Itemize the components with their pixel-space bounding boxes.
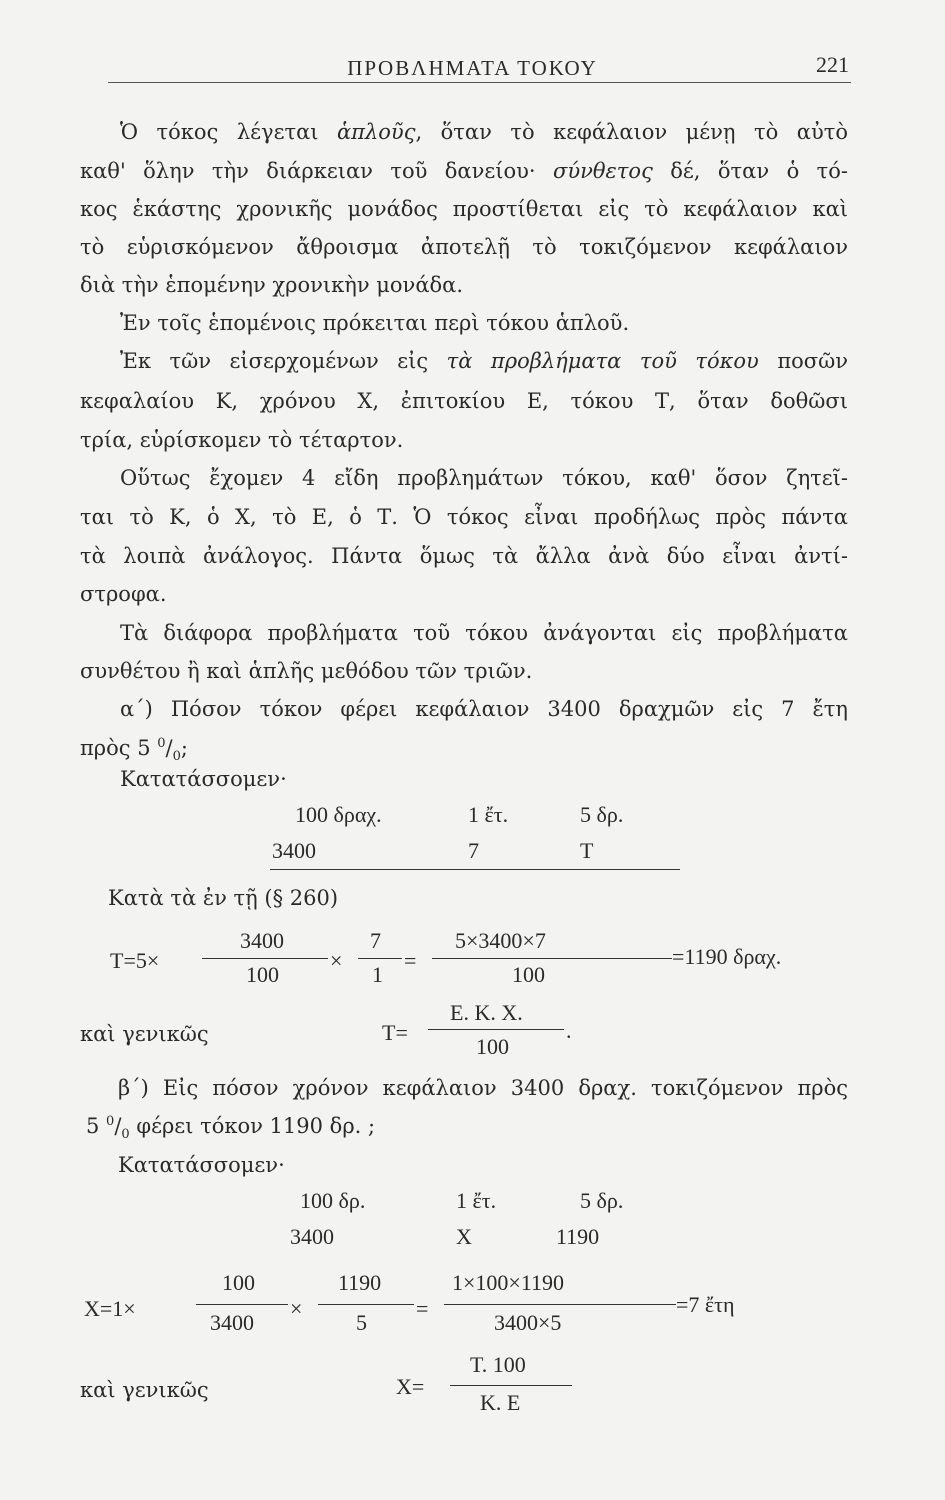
formula-b-num2: 1190: [338, 1270, 382, 1295]
general-label: καὶ γενικῶς: [80, 1378, 209, 1402]
problem-b-rate: 5 $^0/_0$ φέρει τόκον 1190 δρ. ;: [86, 1114, 376, 1143]
table-a-cell: 3400: [272, 838, 316, 863]
formula-b-result: =7 ἔτη: [676, 1292, 735, 1317]
problem-b-question: β΄) Εἰς πόσον χρόνον κεφάλαιον 3400 δραχ. τοκιζόμενον πρὸς: [118, 1076, 848, 1100]
table-a-cell: 1 ἔτ.: [468, 802, 509, 827]
text-line: τὰ λοιπὰ ἀνάλογος. Πάντα ὅμως τὰ ἄλλα ἀνὰ δύο εἶναι ἀντί-: [80, 544, 848, 568]
table-b-cell: 100 δρ.: [300, 1188, 366, 1213]
formula-a-bar3: [432, 958, 672, 959]
table-b-cell: 1 ἔτ.: [456, 1188, 497, 1213]
table-a-rule: [270, 869, 680, 870]
general-b-num: Τ. 100: [470, 1352, 526, 1377]
formula-a-den2: 1: [372, 962, 383, 987]
text-line: κεφαλαίου Κ, χρόνου Χ, ἐπιτοκίου Ε, τόκου Τ, ὅταν δοθῶσι: [80, 389, 848, 413]
text-line: κος ἑκάστης χρονικῆς μονάδος προστίθεται εἰς τὸ κεφάλαιον καὶ: [80, 197, 848, 221]
general-b-den: Κ. Ε: [480, 1390, 521, 1415]
general-b-lhs: Χ=: [396, 1374, 425, 1399]
text-line: τρία, εὑρίσκομεν τὸ τέταρτον.: [80, 428, 404, 452]
text-line: στροφα.: [80, 582, 167, 606]
text-line: Τὰ διάφορα προβλήματα τοῦ τόκου ἀνάγονται εἰς προβλήματα: [120, 621, 848, 645]
problem-a-question: α΄) Πόσον τόκον φέρει κεφάλαιον 3400 δραχμῶν εἰς 7 ἔτη: [120, 697, 848, 721]
formula-a-num3: 5×3400×7: [455, 928, 546, 953]
general-a-bar: [428, 1029, 564, 1030]
rule-reference: Κατὰ τὰ ἐν τῇ (§ 260): [108, 886, 339, 910]
text-line: συνθέτου ἢ καὶ ἁπλῆς μεθόδου τῶν τριῶν.: [80, 659, 533, 683]
formula-b-bar2: [318, 1304, 414, 1305]
formula-b-num3: 1×100×1190: [452, 1270, 564, 1295]
text-line: ται τὸ Κ, ὁ Χ, τὸ Ε, ὁ Τ. Ὁ τόκος εἶναι προδήλως πρὸς πάντα: [80, 505, 848, 529]
formula-a-num2: 7: [370, 928, 381, 953]
page-number: 221: [816, 52, 849, 77]
formula-a-times: ×: [330, 948, 343, 973]
formula-a-den3: 100: [512, 962, 545, 987]
formula-b-num1: 100: [222, 1270, 255, 1295]
formula-b-den3: 3400×5: [494, 1310, 562, 1335]
table-b-cell: 3400: [290, 1224, 334, 1249]
general-a-num: Ε. Κ. Χ.: [450, 1000, 523, 1025]
general-b-bar: [450, 1385, 572, 1386]
formula-a-eq: =: [404, 948, 417, 973]
formula-b-den2: 5: [356, 1310, 367, 1335]
text-line: καθ' ὅλην τὴν διάρκειαν τοῦ δανείου· σύνθετος δέ, ὅταν ὁ τό-: [80, 159, 849, 183]
general-a-den: 100: [476, 1034, 509, 1059]
formula-a-lhs: Τ=5×: [110, 948, 160, 973]
formula-b-bar1: [196, 1304, 288, 1305]
table-a-cell: 7: [468, 838, 479, 863]
header-rule: [108, 82, 851, 83]
general-a-dot: .: [566, 1018, 572, 1043]
table-a-cell: 100 δραχ.: [295, 802, 382, 827]
problem-a-rate: πρὸς 5 $^0/_0$;: [80, 736, 188, 765]
table-b-cell: 5 δρ.: [580, 1188, 624, 1213]
formula-a-bar1: [202, 958, 328, 959]
table-a-cell: 5 δρ.: [580, 802, 624, 827]
table-a-cell: Τ: [580, 838, 594, 863]
arrange-label: Κατατάσσομεν·: [118, 1153, 285, 1177]
formula-b-lhs: Χ=1×: [84, 1296, 136, 1321]
formula-b-times: ×: [290, 1296, 303, 1321]
general-a-lhs: Τ=: [382, 1020, 408, 1045]
text-line: Ἐκ τῶν εἰσερχομένων εἰς τὰ προβλήματα τοῦ τόκου ποσῶν: [120, 349, 848, 373]
running-header-title: ΠΡΟΒΛΗΜΑΤΑ ΤΟΚΟΥ: [347, 56, 598, 80]
text-line: Οὕτως ἔχομεν 4 εἴδη προβλημάτων τόκου, καθ' ὅσον ζητεῖ-: [120, 466, 848, 490]
text-line: Ὁ τόκος λέγεται ἁπλοῦς, ὅταν τὸ κεφάλαιον μένῃ τὸ αὐτὸ: [120, 120, 848, 144]
general-label: καὶ γενικῶς: [80, 1022, 209, 1046]
formula-b-bar3: [444, 1304, 676, 1305]
table-b-cell: Χ: [456, 1224, 472, 1249]
formula-a-den1: 100: [246, 962, 279, 987]
text-line: διὰ τὴν ἑπομένην χρονικὴν μονάδα.: [80, 273, 464, 297]
arrange-label: Κατατάσσομεν·: [120, 767, 287, 791]
text-line: τὸ εὑρισκόμενον ἄθροισμα ἀποτελῇ τὸ τοκιζόμενον κεφάλαιον: [80, 235, 848, 259]
table-b-cell: 1190: [556, 1224, 600, 1249]
formula-b-eq: =: [416, 1296, 429, 1321]
text-line: Ἐν τοῖς ἑπομένοις πρόκειται περὶ τόκου ἁπλοῦ.: [120, 311, 630, 335]
formula-b-den1: 3400: [210, 1310, 254, 1335]
formula-a-result: =1190 δραχ.: [672, 944, 782, 969]
formula-a-bar2: [358, 958, 402, 959]
formula-a-num1: 3400: [240, 928, 284, 953]
